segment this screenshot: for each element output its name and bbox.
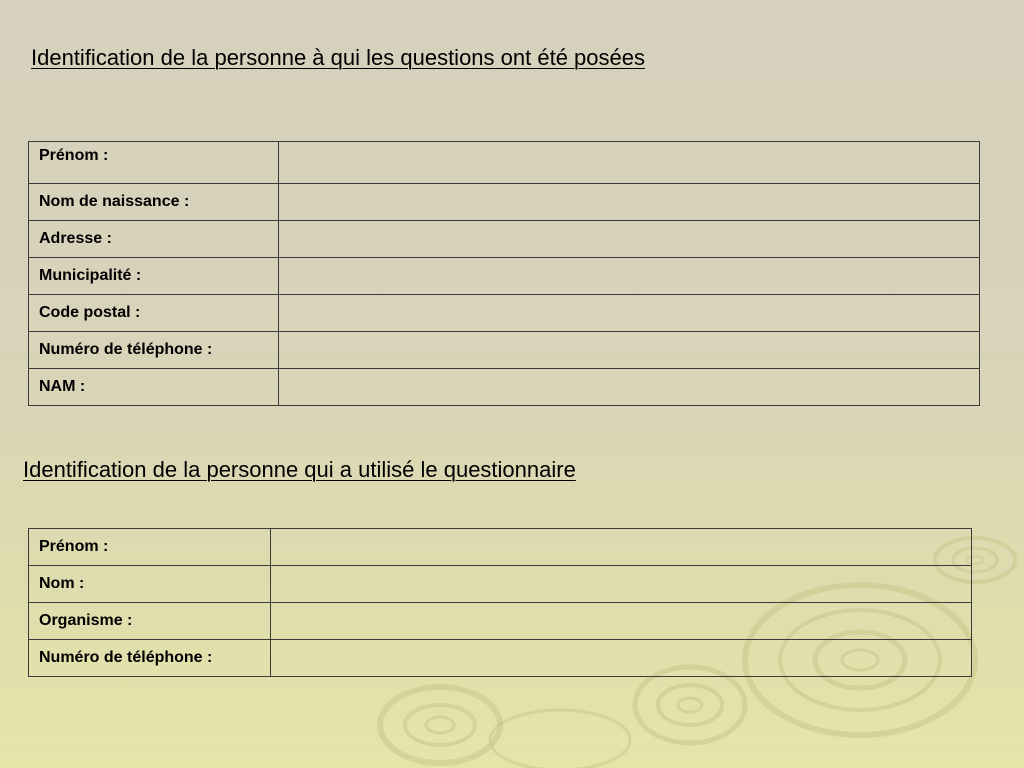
- user-first-name-field[interactable]: [271, 529, 972, 566]
- birth-name-field[interactable]: [279, 184, 980, 221]
- organization-label: Organisme :: [29, 603, 271, 640]
- table-row: [29, 295, 980, 332]
- user-phone-number-label: Numéro de téléphone :: [29, 640, 271, 677]
- table-row: [29, 142, 980, 184]
- table-row: [29, 332, 980, 369]
- phone-number-label: Numéro de téléphone :: [29, 332, 279, 369]
- postal-code-label: Code postal :: [29, 295, 279, 332]
- table-row: [29, 566, 972, 603]
- birth-name-label: Nom de naissance :: [29, 184, 279, 221]
- questionnaire-user-identification-table: [28, 528, 972, 677]
- user-first-name-label: Prénom :: [29, 529, 271, 566]
- table-row: [29, 184, 980, 221]
- address-field[interactable]: [279, 221, 980, 258]
- user-last-name-label: Nom :: [29, 566, 271, 603]
- postal-code-field[interactable]: [279, 295, 980, 332]
- user-phone-number-field[interactable]: [271, 640, 972, 677]
- municipality-field[interactable]: [279, 258, 980, 295]
- municipality-label: Municipalité :: [29, 258, 279, 295]
- user-last-name-field[interactable]: [271, 566, 972, 603]
- section-heading-interviewee: Identification de la personne à qui les questions ont été posées: [31, 45, 645, 70]
- table-row: [29, 221, 980, 258]
- nam-label: NAM :: [29, 369, 279, 406]
- phone-number-field[interactable]: [279, 332, 980, 369]
- table-row: [29, 258, 980, 295]
- table-row: [29, 640, 972, 677]
- interviewee-identification-table: [28, 141, 980, 406]
- address-label: Adresse :: [29, 221, 279, 258]
- table-row: [29, 603, 972, 640]
- first-name-label: Prénom :: [29, 142, 279, 184]
- first-name-field[interactable]: [279, 142, 980, 184]
- section-heading-questionnaire-user: Identification de la personne qui a utilisé le questionnaire: [23, 457, 576, 482]
- table-row: [29, 529, 972, 566]
- nam-field[interactable]: [279, 369, 980, 406]
- table-row: [29, 369, 980, 406]
- organization-field[interactable]: [271, 603, 972, 640]
